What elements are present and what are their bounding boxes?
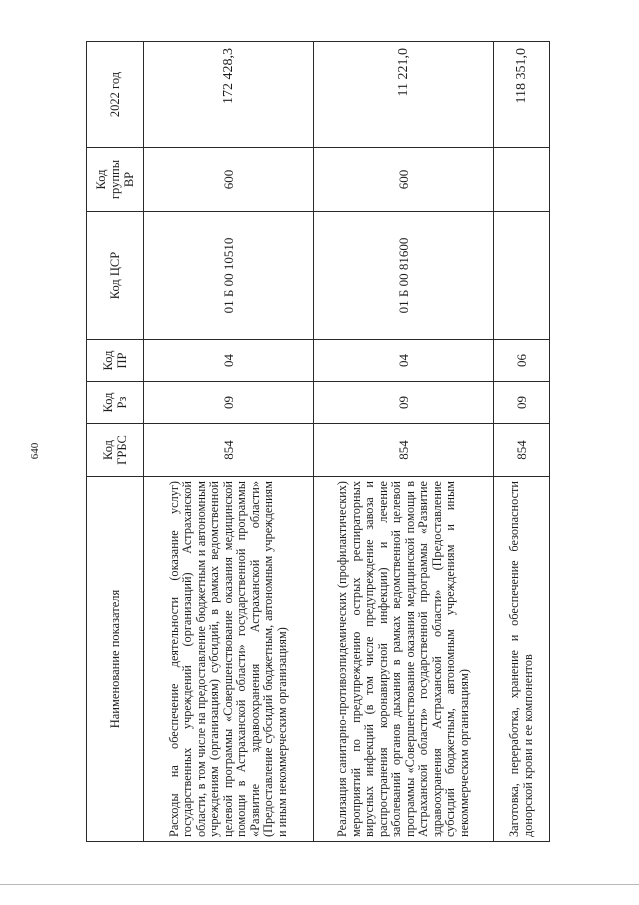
row-rz-cell: 09 <box>314 382 494 424</box>
row-year-cell: 11 221,0 <box>314 42 494 148</box>
header-name: Наименование показателя <box>87 477 144 842</box>
table-row <box>494 42 550 842</box>
table-row <box>314 42 494 842</box>
row-grbs-cell: 854 <box>314 424 494 477</box>
row-pr-cell: 06 <box>494 340 550 382</box>
row-vr-cell: 600 <box>144 148 314 212</box>
header-vr: Код группы ВР <box>87 148 144 212</box>
header-pr: Код ПР <box>87 340 144 382</box>
row-vr-cell <box>494 148 550 212</box>
budget-table-rotated <box>86 42 549 842</box>
row-pr-cell: 04 <box>314 340 494 382</box>
budget-table-container <box>86 42 549 842</box>
table-row <box>144 42 314 842</box>
header-year: 2022 год <box>87 42 144 148</box>
row-csr-cell: 01 Б 00 81600 <box>314 212 494 340</box>
table-header-row <box>87 42 144 842</box>
budget-table <box>86 41 550 842</box>
page-bottom-rule <box>0 884 639 885</box>
row-name-cell: Заготовка, переработка, хранение и обеспечение безопасности донорской крови и ее компонентов <box>494 477 550 842</box>
row-grbs-cell: 854 <box>494 424 550 477</box>
row-vr-cell: 600 <box>314 148 494 212</box>
row-csr-cell: 01 Б 00 10510 <box>144 212 314 340</box>
row-csr-cell <box>494 212 550 340</box>
row-rz-cell: 09 <box>494 382 550 424</box>
page-number: 640 <box>29 442 41 460</box>
row-year-cell: 118 351,0 <box>494 42 550 148</box>
row-pr-cell: 04 <box>144 340 314 382</box>
header-csr: Код ЦСР <box>87 212 144 340</box>
row-name-cell: Реализация санитарно-противоэпидемических (профилактических) мероприятий по предупреждению острых респираторных вирусных инфекций (в том числе предупреждение завоза и распространения коронавирусной инфекции) и лечение заболеваний органов дыхания в рамках ведомственной целевой программы «Совершенствование оказания медицинской помощи в Астраханской области» государственной программы «Развитие здравоохранения Астраханской области» (Предоставление субсидий бюджетным, автономным учреждениям и иным некоммерческим организациям) <box>314 477 494 842</box>
row-name-cell: Расходы на обеспечение деятельности (оказание услуг) государственных учреждений (организаций) Астраханской области, в том числе на предоставление бюджетным и автономным учреждениям (организациям) субсидий, в рамках ведомственной целевой программы «Совершенствование оказания медицинской помощи в Астраханской области» государственной программы «Развитие здравоохранения Астраханской области» (Предоставление субсидий бюджетным, автономным учреждениям и иным некоммерческим организациям) <box>144 477 314 842</box>
header-grbs: Код ГРБС <box>87 424 144 477</box>
row-year-cell: 172 428,3 <box>144 42 314 148</box>
row-rz-cell: 09 <box>144 382 314 424</box>
header-rz: Код Рз <box>87 382 144 424</box>
row-grbs-cell: 854 <box>144 424 314 477</box>
